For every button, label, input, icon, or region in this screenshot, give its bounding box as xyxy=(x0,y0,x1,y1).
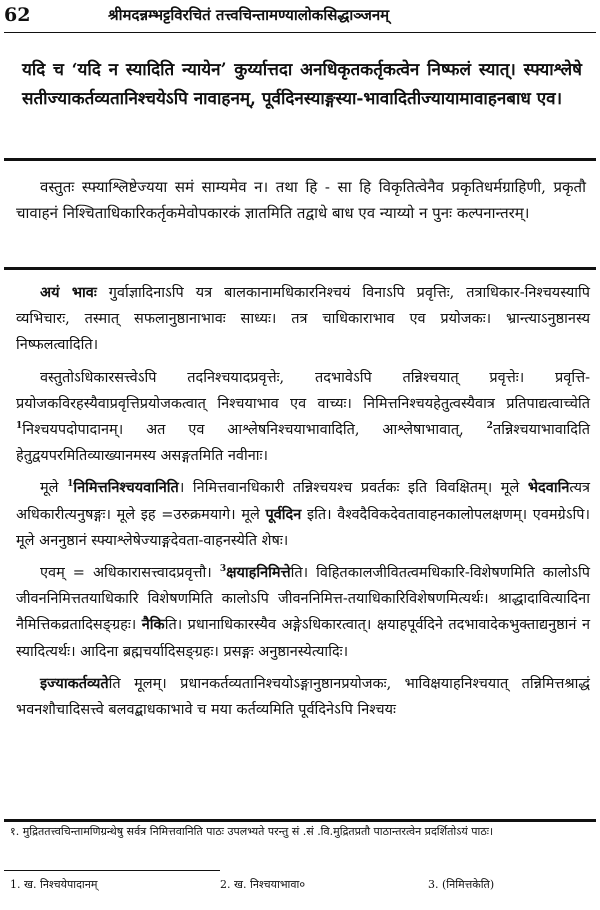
commentary-2 xyxy=(16,280,590,729)
bold-term: इज्याकर्तव्यते xyxy=(40,674,109,692)
page-number: 62 xyxy=(4,4,31,26)
commentary-paragraph xyxy=(16,671,590,723)
paragraph-text: इति। वैश्वदैविकदेवतावाहनकालोपलक्षणम्। एवमग्रेऽपि। मूले अननुष्ठानं स्फ्याश्लेषेज्याङ्गदेवता-वाहनस्येति शेषः। xyxy=(16,506,590,549)
bold-term: पूर्वदिन xyxy=(265,505,302,523)
section-divider xyxy=(4,158,596,161)
paragraph-text: गुर्वाज्ञादिनाऽपि यत्र बालकानामधिकारनिश्चयं विनाऽपि प्रवृत्तिः, तत्राधिकार-निश्चयस्यापि व्यभिचारः, तस्मात् सफलानुष्ठानाभावः साध्यः। तत्र चाधिकाराभाव एव प्रयोजकः। भ्रान्त्याऽनुष्ठानस्य निष्फलत्वादिति। xyxy=(16,285,590,354)
footnote-ref: 1 xyxy=(67,479,74,490)
mula-text: यदि च ‘यदि न स्यादिति न्यायेन’ कुर्य्यात्तदा अनधिकृतकर्तृकत्वेन निष्फलं स्यात्। स्फ्याश्लेषे सतीज्याकर्तव्यतानिश्चयेऽपि नावाहनम्, पूर्वदिनस्याङ्गस्या-भावादितीज्यायामावाहनबाध एव। xyxy=(22,60,582,109)
commentary-paragraph xyxy=(16,475,590,554)
paragraph-text: ति। विहितकालजीवितत्वमधिकारि-विशेषणमिति कालोऽपि जीवननिमित्ततयाधिकारि विशेषणमिति कालोऽपि जीवननिमित्त-तयाधिकारिविशेषणमित्यर्थः। श्राद्धादावित्यादिना नैमित्तिकव्रतादिसङ्ग्रहः। xyxy=(16,565,590,634)
footnote-3: 3. (निमित्तकेति) xyxy=(428,878,495,891)
footnote-ref: 3 xyxy=(219,564,227,575)
header-rule xyxy=(4,32,596,33)
bold-term: नैकि xyxy=(141,616,165,634)
footnote-1: 1. ख. निश्चयेपादानम् xyxy=(10,878,98,891)
commentary-paragraph xyxy=(16,280,590,359)
commentary-1 xyxy=(16,174,586,226)
bold-term: क्षयाहनिमित्ते xyxy=(226,564,291,582)
footnote-ref: 2 xyxy=(486,421,493,432)
paragraph-text: एवम् = अधिकारासत्त्वादप्रवृत्तौ। xyxy=(40,565,220,582)
paragraph-text: मूले xyxy=(40,480,68,497)
paragraph-text: तन्निश्चयाभावादिति हेतुद्वयपरमितिव्याख्यानमस्य असङ्गतमिति नवीनाः। xyxy=(16,422,590,465)
paragraph-text: त्यत्र अधिकारीत्यनुषङ्गः। मूले इह =उरुक्रमयागे। मूले xyxy=(16,480,590,523)
running-title: श्रीमदन्नम्भट्टविरचितं तत्त्वचिन्तामण्यालोकसिद्धाञ्जनम् xyxy=(108,6,390,24)
footnote-divider xyxy=(4,819,596,822)
paragraph-text: ति। प्रधानाधिकारस्यैव अङ्गेऽधिकारत्वात्। क्षयाहपूर्वदिने तदभावादेकभुक्ताद्यनुष्ठानं न स्यादित्यर्थः। आदिना ब्रह्मचर्यादिसङ्ग्रहः। प्रसङ्गः अनुष्ठानस्येत्यादिः। xyxy=(16,617,590,660)
commentary-paragraph xyxy=(16,365,590,470)
bold-term: निमित्तनिश्चयवानिति xyxy=(73,479,179,497)
paragraph-text: । निमित्तवानधिकारी तन्निश्चयश्च प्रवर्तकः इति विवक्षितम्। मूले xyxy=(178,480,528,497)
footnote-ref: 1 xyxy=(16,421,23,432)
footnotes xyxy=(10,877,590,897)
commentary-paragraph xyxy=(16,560,590,665)
footnote-rule xyxy=(4,870,220,871)
bold-term: भेदवानि xyxy=(527,479,570,497)
page-header xyxy=(0,0,600,32)
bold-term: अयं भावः xyxy=(40,284,97,301)
commentary-1-paragraph: वस्तुतः स्फ्याश्लिष्टेज्यया समं साम्यमेव न। तथा हि - सा हि विकृतित्वेनैव प्रकृतिधर्मग्राहिणी, प्रकृतौ चावाहनं निश्चिताधिकारिकर्तृकमेवोपकारकं ज्ञातमिति तद्वाधे बाध एव न्याय्यो न पुनः कल्पनान्तरम्। xyxy=(16,178,586,222)
footnote-main: १. मुद्रिततत्त्वचिन्तामणिग्रन्थेषु सर्वत्र निमित्तवानिति पाठः उपलभ्यते परन्तु सं .सं .वि.मुद्रितप्रतौ पाठान्तरत्वेन प्रदर्शितोऽयं पाठः। xyxy=(10,825,494,838)
paragraph-text: ति मूलम्। प्रधानकर्तव्यतानिश्चयोऽङ्गानुष्ठानप्रयोजकः, भाविक्षयाहनिश्चयात् तन्निमित्तश्राद्धं भवनशौचादिसत्त्वे बलवद्बाधकाभावे च मया कर्तव्यमिति पूर्वदिनेऽपि निश्चयः xyxy=(16,675,590,719)
footnote-2: 2. ख. निश्चयाभावा० xyxy=(220,878,306,891)
paragraph-text: निश्चयपदोपादानम्। अत एव आश्लेषनिश्चयाभावादिति, आश्लेषाभावात्, xyxy=(22,422,487,439)
paragraph-text: वस्तुतोऽधिकारसत्त्वेऽपि तदनिश्चयादप्रवृत्तेः, तदभावेऽपि तन्निश्चयात् प्रवृत्तेः। प्रवृत्ति-प्रयोजकविरहस्यैवाप्रवृत्तिप्रयोजकत्वात् निश्चयाभाव एव वाच्यः। निमित्तनिश्चयहेतुत्वस्यैवात्र प्रतिपाद्यत्वाच्चेति xyxy=(16,369,590,412)
section-divider xyxy=(4,267,596,270)
